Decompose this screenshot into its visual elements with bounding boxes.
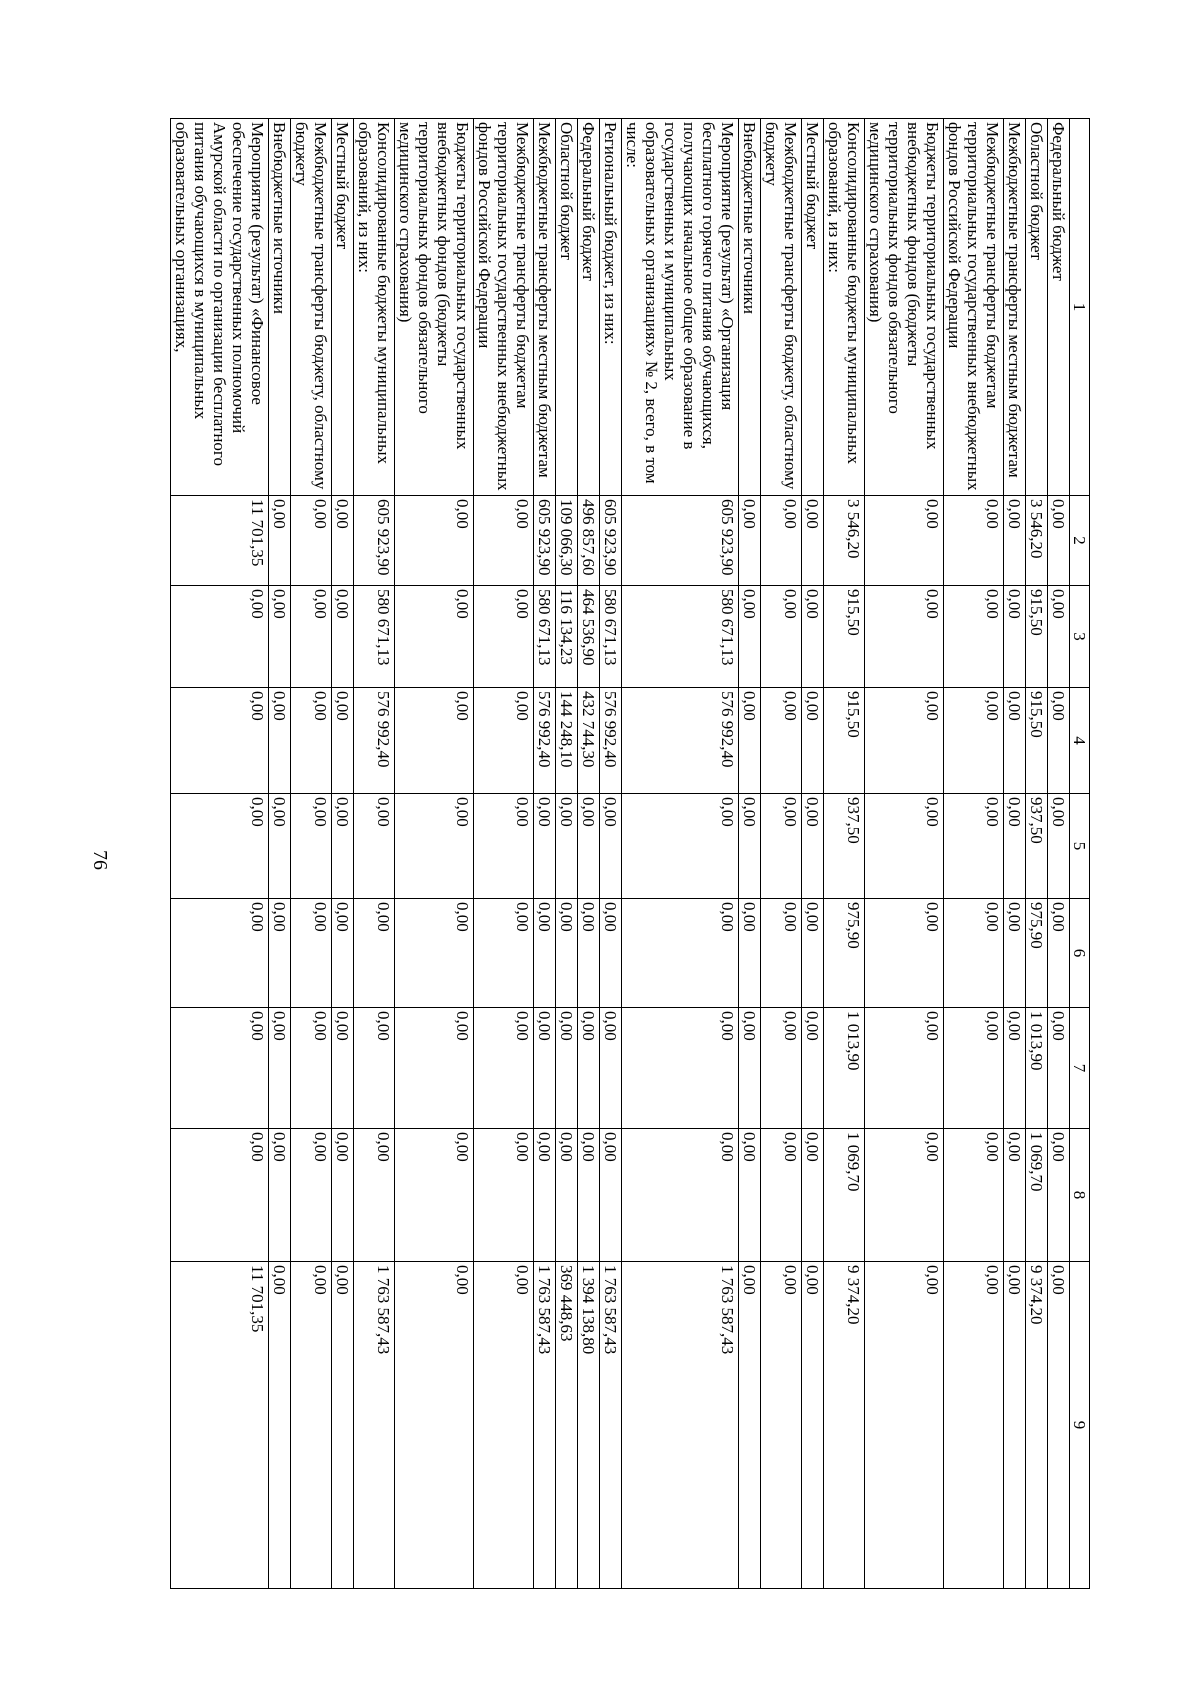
header-cell: 6 [1070,899,1090,1008]
value-cell: 605 923,90 [600,496,622,586]
value-cell: 0,00 [269,586,291,688]
value-cell: 0,00 [761,1262,802,1589]
value-cell: 0,00 [578,1008,600,1129]
value-cell: 0,00 [332,1262,354,1589]
value-cell: 576 992,40 [622,688,739,794]
value-cell: 369 448,63 [556,1262,578,1589]
value-cell: 0,00 [1004,899,1026,1008]
row-label-cell: Федеральный бюджет [578,119,600,496]
value-cell: 0,00 [944,688,1004,794]
value-cell: 0,00 [291,794,332,899]
table-row [534,119,556,1589]
value-cell: 0,00 [739,1008,761,1129]
row-label-cell: Внебюджетные источники [739,119,761,496]
row-label-cell: Федеральный бюджет [1048,119,1070,496]
value-cell: 0,00 [739,899,761,1008]
value-cell: 0,00 [1048,1129,1070,1262]
value-cell: 0,00 [556,899,578,1008]
value-cell: 915,50 [1026,688,1048,794]
value-cell: 0,00 [354,1129,395,1262]
table-row [600,119,622,1589]
value-cell: 0,00 [534,794,556,899]
header-cell: 3 [1070,586,1090,688]
value-cell: 0,00 [802,1129,824,1262]
value-cell: 0,00 [269,496,291,586]
value-cell: 11 701,35 [171,1262,269,1589]
value-cell: 1 763 587,43 [622,1262,739,1589]
table-row [1026,119,1048,1589]
value-cell: 0,00 [600,794,622,899]
table-row [824,119,865,1589]
value-cell: 0,00 [291,586,332,688]
value-cell: 0,00 [761,1008,802,1129]
value-cell: 0,00 [291,1262,332,1589]
value-cell: 0,00 [739,794,761,899]
table-row [1048,119,1070,1589]
value-cell: 915,50 [824,688,865,794]
value-cell: 0,00 [269,1129,291,1262]
header-cell: 7 [1070,1008,1090,1129]
value-cell: 0,00 [761,496,802,586]
value-cell: 496 857,60 [578,496,600,586]
table-row [944,119,1004,1589]
table-header-row [1070,119,1090,1589]
value-cell: 9 374,20 [1026,1262,1048,1589]
value-cell: 0,00 [802,794,824,899]
value-cell: 0,00 [474,1129,534,1262]
row-label-cell: Межбюджетные трансферты бюджетам территориальных государственных внебюджетных фондов Российской Федерации [474,119,534,496]
value-cell: 0,00 [534,1129,556,1262]
value-cell: 915,50 [824,586,865,688]
value-cell: 576 992,40 [354,688,395,794]
table-row [802,119,824,1589]
value-cell: 0,00 [865,688,944,794]
value-cell: 0,00 [291,688,332,794]
rotated-page-content [170,118,1090,1588]
value-cell: 0,00 [556,1008,578,1129]
value-cell: 1 763 587,43 [534,1262,556,1589]
value-cell: 0,00 [802,586,824,688]
row-label-cell: Областной бюджет [1026,119,1048,496]
value-cell: 0,00 [395,586,474,688]
budget-table [170,118,1090,1589]
value-cell: 9 374,20 [824,1262,865,1589]
value-cell: 0,00 [600,1129,622,1262]
value-cell: 0,00 [622,1008,739,1129]
value-cell: 0,00 [739,496,761,586]
value-cell: 0,00 [1004,586,1026,688]
value-cell: 0,00 [395,496,474,586]
value-cell: 0,00 [802,899,824,1008]
value-cell: 0,00 [534,899,556,1008]
value-cell: 0,00 [474,794,534,899]
value-cell: 144 248,10 [556,688,578,794]
value-cell: 0,00 [556,794,578,899]
value-cell: 0,00 [269,688,291,794]
value-cell: 0,00 [865,1008,944,1129]
value-cell: 0,00 [739,1262,761,1589]
value-cell: 0,00 [291,496,332,586]
value-cell: 0,00 [354,1008,395,1129]
value-cell: 0,00 [865,899,944,1008]
value-cell: 0,00 [802,496,824,586]
value-cell: 0,00 [944,496,1004,586]
table-row [171,119,269,1589]
row-label-cell: Местный бюджет [332,119,354,496]
value-cell: 0,00 [600,899,622,1008]
value-cell: 1 013,90 [824,1008,865,1129]
value-cell: 0,00 [332,899,354,1008]
value-cell: 0,00 [1004,688,1026,794]
row-label-cell: Межбюджетные трансферты местным бюджетам [534,119,556,496]
value-cell: 1 763 587,43 [354,1262,395,1589]
value-cell: 0,00 [534,1008,556,1129]
table-row [761,119,802,1589]
value-cell: 0,00 [1048,1262,1070,1589]
value-cell: 0,00 [578,794,600,899]
value-cell: 576 992,40 [600,688,622,794]
value-cell: 0,00 [269,1008,291,1129]
table-body [171,119,1070,1589]
table-row [578,119,600,1589]
table-row [474,119,534,1589]
value-cell: 0,00 [395,899,474,1008]
value-cell: 580 671,13 [600,586,622,688]
value-cell: 109 066,30 [556,496,578,586]
row-label-cell: Межбюджетные трансферты местным бюджетам [1004,119,1026,496]
value-cell: 0,00 [1048,899,1070,1008]
table-row [556,119,578,1589]
value-cell: 0,00 [944,1008,1004,1129]
value-cell: 1 013,90 [1026,1008,1048,1129]
value-cell: 1 394 138,80 [578,1262,600,1589]
value-cell: 0,00 [395,1262,474,1589]
value-cell: 0,00 [474,899,534,1008]
value-cell: 0,00 [1004,496,1026,586]
value-cell: 0,00 [269,899,291,1008]
value-cell: 580 671,13 [354,586,395,688]
value-cell: 0,00 [395,794,474,899]
value-cell: 0,00 [332,496,354,586]
row-label-cell: Областной бюджет [556,119,578,496]
value-cell: 1 069,70 [824,1129,865,1262]
value-cell: 0,00 [474,496,534,586]
value-cell: 937,50 [1026,794,1048,899]
value-cell: 0,00 [865,1262,944,1589]
row-label-cell: Межбюджетные трансферты бюджетам территориальных государственных внебюджетных фондов Российской Федерации [944,119,1004,496]
value-cell: 0,00 [944,794,1004,899]
value-cell: 605 923,90 [354,496,395,586]
row-label-cell: Бюджеты территориальных государственных внебюджетных фондов (бюджеты территориальных фондов обязательного медицинского страхования) [395,119,474,496]
value-cell: 0,00 [474,586,534,688]
value-cell: 116 134,23 [556,586,578,688]
value-cell: 0,00 [761,899,802,1008]
page-number: 76 [89,850,111,870]
value-cell: 0,00 [474,1262,534,1589]
table-row [291,119,332,1589]
value-cell: 0,00 [171,688,269,794]
value-cell: 0,00 [1004,1129,1026,1262]
value-cell: 0,00 [395,688,474,794]
value-cell: 0,00 [354,899,395,1008]
row-label-cell: Региональный бюджет, из них: [600,119,622,496]
row-label-cell: Межбюджетные трансферты бюджету, областному бюджету [761,119,802,496]
value-cell: 0,00 [802,1008,824,1129]
value-cell: 0,00 [291,899,332,1008]
value-cell: 580 671,13 [622,586,739,688]
table-row [269,119,291,1589]
table-row [332,119,354,1589]
value-cell: 0,00 [944,899,1004,1008]
value-cell: 605 923,90 [622,496,739,586]
value-cell: 605 923,90 [534,496,556,586]
value-cell: 0,00 [865,1129,944,1262]
value-cell: 0,00 [1048,496,1070,586]
value-cell: 0,00 [269,794,291,899]
value-cell: 0,00 [944,586,1004,688]
value-cell: 0,00 [865,496,944,586]
header-cell: 2 [1070,496,1090,586]
value-cell: 0,00 [171,1008,269,1129]
row-label-cell: Межбюджетные трансферты бюджету, областному бюджету [291,119,332,496]
value-cell: 0,00 [761,1129,802,1262]
value-cell: 0,00 [171,586,269,688]
value-cell: 0,00 [761,794,802,899]
table-row [354,119,395,1589]
value-cell: 0,00 [1048,1008,1070,1129]
value-cell: 0,00 [1004,1262,1026,1589]
value-cell: 0,00 [171,1129,269,1262]
value-cell: 0,00 [291,1008,332,1129]
value-cell: 0,00 [1004,794,1026,899]
value-cell: 11 701,35 [171,496,269,586]
value-cell: 0,00 [622,1129,739,1262]
row-label-cell: Консолидированные бюджеты муниципальных образований, из них: [354,119,395,496]
table-row [395,119,474,1589]
value-cell: 0,00 [944,1129,1004,1262]
value-cell: 0,00 [395,1129,474,1262]
header-cell: 1 [1070,119,1090,496]
header-cell: 9 [1070,1262,1090,1589]
value-cell: 975,90 [1026,899,1048,1008]
value-cell: 937,50 [824,794,865,899]
value-cell: 432 744,30 [578,688,600,794]
value-cell: 0,00 [622,899,739,1008]
value-cell: 0,00 [1004,1008,1026,1129]
value-cell: 0,00 [171,899,269,1008]
value-cell: 0,00 [474,688,534,794]
value-cell: 1 763 587,43 [600,1262,622,1589]
row-label-cell: Внебюджетные источники [269,119,291,496]
header-cell: 8 [1070,1129,1090,1262]
value-cell: 0,00 [761,586,802,688]
value-cell: 0,00 [332,1129,354,1262]
value-cell: 0,00 [291,1129,332,1262]
value-cell: 0,00 [802,688,824,794]
value-cell: 0,00 [171,794,269,899]
table-row [865,119,944,1589]
value-cell: 0,00 [332,586,354,688]
value-cell: 0,00 [395,1008,474,1129]
value-cell: 0,00 [578,1129,600,1262]
value-cell: 0,00 [944,1262,1004,1589]
value-cell: 0,00 [761,688,802,794]
value-cell: 0,00 [739,688,761,794]
value-cell: 464 536,90 [578,586,600,688]
value-cell: 0,00 [739,586,761,688]
value-cell: 0,00 [578,899,600,1008]
value-cell: 0,00 [556,1129,578,1262]
value-cell: 1 069,70 [1026,1129,1048,1262]
table-row [1004,119,1026,1589]
value-cell: 0,00 [739,1129,761,1262]
value-cell: 0,00 [622,794,739,899]
value-cell: 0,00 [332,688,354,794]
row-label-cell: Мероприятие (результат) «Организация бесплатного горячего питания обучающихся, получающих начальное общее образование в государственных и муниципальных образовательных организациях» № 2, всего, в том числе: [622,119,739,496]
value-cell: 0,00 [332,794,354,899]
row-label-cell: Местный бюджет [802,119,824,496]
value-cell: 3 546,20 [1026,496,1048,586]
value-cell: 975,90 [824,899,865,1008]
row-label-cell: Мероприятие (результат) «Финансовое обеспечение государственных полномочий Амурской области по организации бесплатного питания обучающихся в муниципальных образовательных организациях, [171,119,269,496]
value-cell: 0,00 [1048,688,1070,794]
value-cell: 0,00 [332,1008,354,1129]
value-cell: 576 992,40 [534,688,556,794]
table-row [739,119,761,1589]
value-cell: 0,00 [1048,794,1070,899]
value-cell: 0,00 [865,586,944,688]
table-row [622,119,739,1589]
value-cell: 0,00 [802,1262,824,1589]
value-cell: 915,50 [1026,586,1048,688]
value-cell: 0,00 [865,794,944,899]
row-label-cell: Консолидированные бюджеты муниципальных образований, из них: [824,119,865,496]
value-cell: 0,00 [354,794,395,899]
value-cell: 580 671,13 [534,586,556,688]
value-cell: 0,00 [1048,586,1070,688]
header-cell: 5 [1070,794,1090,899]
value-cell: 3 546,20 [824,496,865,586]
value-cell: 0,00 [474,1008,534,1129]
row-label-cell: Бюджеты территориальных государственных внебюджетных фондов (бюджеты территориальных фондов обязательного медицинского страхования) [865,119,944,496]
value-cell: 0,00 [269,1262,291,1589]
value-cell: 0,00 [600,1008,622,1129]
header-cell: 4 [1070,688,1090,794]
